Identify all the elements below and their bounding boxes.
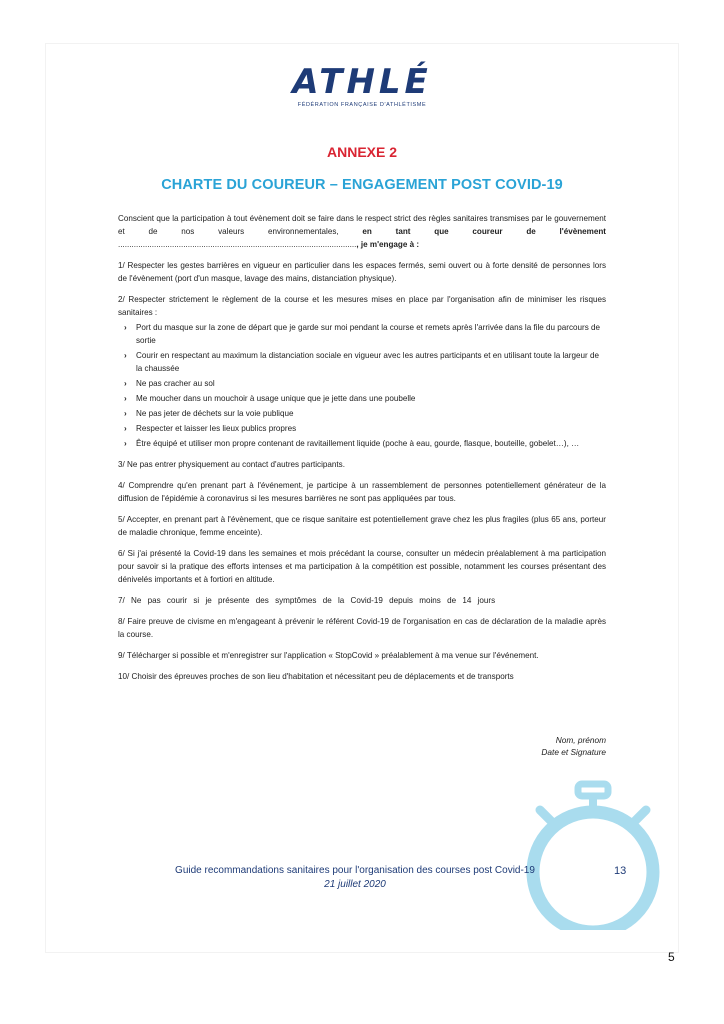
list-item-text: Courir en respectant au maximum la distanciation sociale en vigueur avec les autres participants et en utilisant toute la largeur de la chaussée — [136, 351, 599, 373]
item-10: 10/ Choisir des épreuves proches de son lieu d'habitation et nécessitant peu de déplacements et de transports — [118, 672, 514, 681]
bullet-list — [118, 321, 606, 450]
list-item-text: Ne pas jeter de déchets sur la voie publique — [136, 409, 294, 418]
chevron-right-icon: › — [124, 351, 127, 360]
list-item-text: Ne pas cracher au sol — [136, 379, 215, 388]
page-footer — [150, 864, 560, 892]
item-5: 5/ Accepter, en prenant part à l'évènement, que ce risque sanitaire est potentiellement grave chez les plus fragiles (plus 65 ans, porteur de maladie chronique, femme enceinte). — [118, 515, 606, 537]
list-item-text: Me moucher dans un mouchoir à usage unique que je jette dans une poubelle — [136, 394, 416, 403]
list-item-text: Respecter et laisser les lieux publics propres — [136, 424, 297, 433]
chevron-right-icon: › — [124, 409, 127, 418]
chevron-right-icon: › — [124, 323, 127, 332]
list-item — [118, 422, 606, 435]
item-7: 7/ Ne pas courir si je présente des symptômes de la Covid-19 depuis moins de 14 jours — [118, 596, 496, 605]
athle-logo — [0, 62, 724, 108]
charter-title: CHARTE DU COUREUR – ENGAGEMENT POST COVID-19 — [161, 177, 563, 193]
intro-paragraph — [118, 212, 606, 251]
item-4: 4/ Comprendre qu'en prenant part à l'événement, je participe à un rassemblement de personnes potentiellement générateur de la diffusion de l'épidémie à coronavirus si les mesures barrières ne sont pas appliquées par tous. — [118, 481, 606, 503]
list-item — [118, 437, 606, 450]
chevron-right-icon: › — [124, 379, 127, 388]
signature-block — [380, 734, 606, 758]
item-1: 1/ Respecter les gestes barrières en vigueur en particulier dans les espaces fermés, semi ouvert ou à forte densité de personnes lors de l'évènement (port d'un masque, lavage des mains, distanciation physique). — [118, 261, 606, 283]
annex-title: ANNEXE 2 — [326, 144, 398, 160]
list-item — [118, 407, 606, 420]
chevron-right-icon: › — [124, 394, 127, 403]
logo-subtitle: FÉDÉRATION FRANÇAISE D'ATHLÉTISME — [297, 102, 427, 108]
list-item-text: Port du masque sur la zone de départ que je garde sur moi pendant la course et remets après l'arrivée dans la file du parcours de sortie — [136, 323, 601, 345]
signature-name-label: Nom, prénom — [555, 735, 606, 745]
chevron-right-icon: › — [124, 439, 127, 448]
item-2: 2/ Respecter strictement le règlement de la course et les mesures mises en place par l'organisation afin de minimiser les risques sanitaires : — [118, 295, 606, 317]
item-8: 8/ Faire preuve de civisme en m'engageant à prévenir le référent Covid-19 de l'organisation en cas de déclaration de la maladie après la course. — [118, 617, 606, 639]
intro-engagement: , je m'engage à : — [356, 240, 420, 249]
charter-body — [118, 212, 606, 691]
stopwatch-icon — [522, 780, 678, 930]
chevron-right-icon: › — [124, 424, 127, 433]
item-9: 9/ Télécharger si possible et m'enregistrer sur l'application « StopCovid » préalablement à ma venue sur l'événement. — [118, 651, 539, 660]
logo-word: ATHLÉ — [292, 62, 432, 102]
intro-bold: en tant que coureur de l'évènement — [338, 227, 607, 236]
list-item — [118, 321, 606, 347]
list-item — [118, 392, 606, 405]
footer-page-number: 13 — [614, 865, 627, 877]
signature-date-label: Date et Signature — [541, 747, 606, 757]
footer-date: 21 juillet 2020 — [324, 879, 386, 890]
intro-text: Conscient que la participation à tout évènement doit se faire dans le respect strict des règles sanitaires transmises par le gouvernement et de nos valeurs environnementales, — [118, 214, 606, 236]
list-item — [118, 377, 606, 390]
item-6: 6/ Si j'ai présenté la Covid-19 dans les semaines et mois précédant la course, consulter un médecin préalablement à ma participation pour savoir si la pratique des efforts intenses et ma participation à la compétition est possible, notamment les courses présentant des dénivelés importants et à fortiori en altitude. — [118, 549, 606, 584]
item-3: 3/ Ne pas entrer physiquement au contact d'autres participants. — [118, 460, 345, 469]
document-page-number: 5 — [668, 950, 675, 964]
list-item — [118, 349, 606, 375]
list-item-text: Être équipé et utiliser mon propre contenant de ravitaillement liquide (poche à eau, gourde, flasque, bouteille, gobelet…), … — [136, 439, 580, 448]
footer-guide-title: Guide recommandations sanitaires pour l'organisation des courses post Covid-19 — [175, 865, 535, 876]
intro-dots: .......................................................................................................... — [118, 240, 357, 249]
